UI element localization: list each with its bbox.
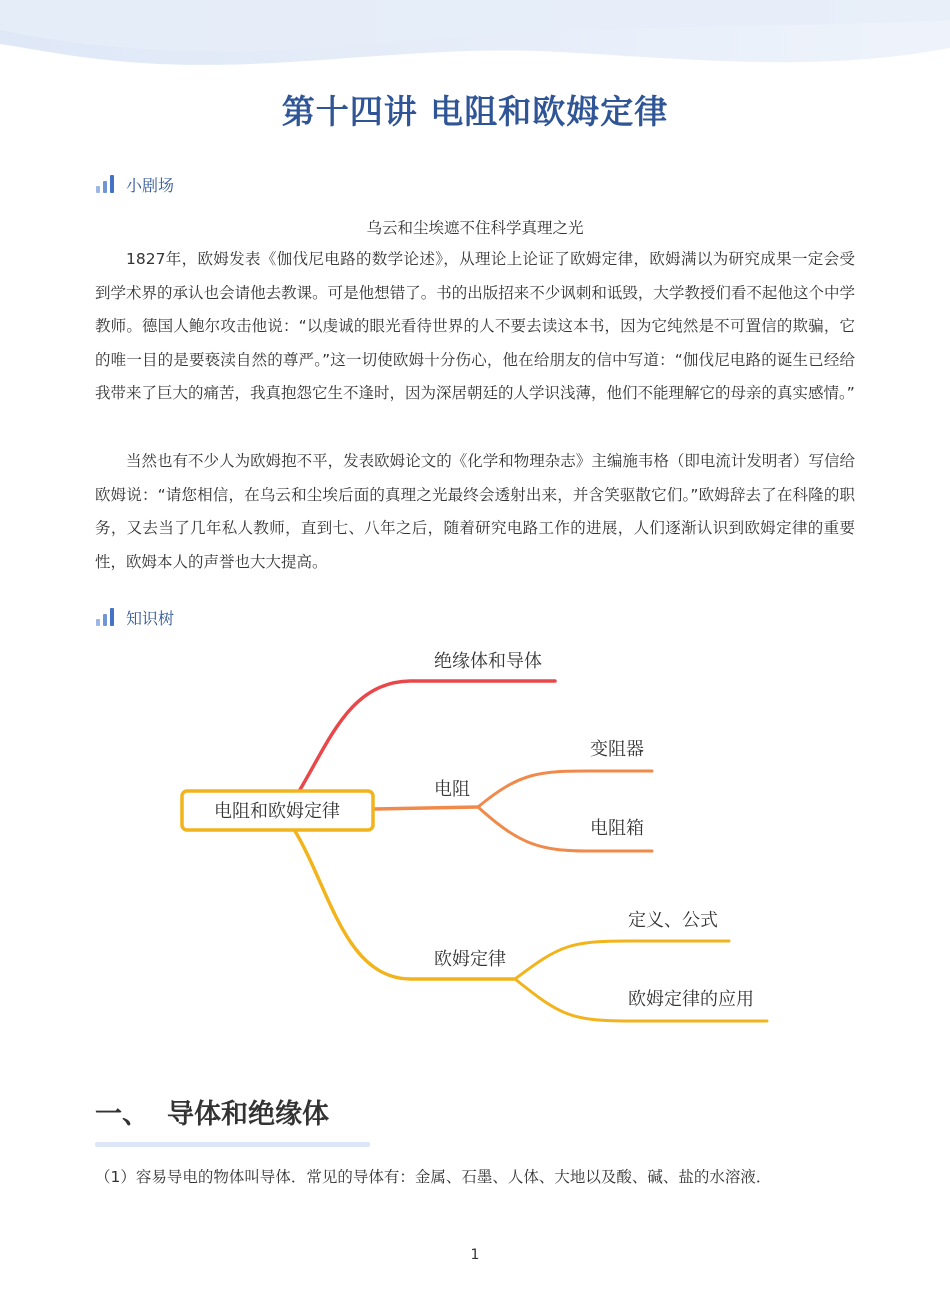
chapter-item: （1）容易导电的物体叫导体．常见的导体有：金属、石墨、人体、大地以及酸、碱、盐的水溶液． — [95, 1168, 772, 1186]
chapter-underline — [95, 1142, 370, 1147]
bar-chart-icon — [96, 608, 114, 626]
story-paragraph: 1827年，欧姆发表《伽伐尼电路的数学论述》，从理论上论证了欧姆定律，欧姆满以为研究成果一定会受到学术界的承认也会请他去教课。可是他想错了。书的出版招来不少讽刺和诋毁，大学教授们看不起他这个中学教师。德国人鲍尔攻击他说：“以虔诚的眼光看待世界的人不要去读这本书，因为它纯然是不可置信的欺骗，它的唯一目的是要亵渎自然的尊严。”这一切使欧姆十分伤心，他在给朋友的信中写道：“伽伐尼电路的诞生已经给我带来了巨大的痛苦，我真抱怨它生不逢时，因为深居朝廷的人学识浅薄，他们不能理解它的母亲的真实感情。” — [95, 250, 855, 403]
knowledge-mindmap — [0, 630, 950, 1050]
story-title: 乌云和尘埃遮不住科学真理之光 — [366, 219, 584, 237]
page-number: 1 — [470, 1247, 480, 1263]
mindmap-leaf-label: 变阻器 — [590, 739, 644, 760]
section-heading-knowledge-tree — [96, 604, 174, 630]
mindmap-root-label: 电阻和欧姆定律 — [214, 801, 340, 822]
document-title: 第十四讲 电阻和欧姆定律 — [281, 92, 669, 131]
header-wave-decoration — [0, 0, 950, 75]
mindmap-branch-label: 电阻 — [434, 779, 470, 800]
section-label: 小剧场 — [126, 175, 175, 195]
chapter-heading — [95, 1092, 329, 1131]
mindmap-leaf-label: 定义、公式 — [628, 910, 718, 931]
mindmap-connector — [515, 941, 729, 979]
mindmap-branch-label: 欧姆定律 — [434, 949, 506, 970]
mindmap-connector — [373, 807, 478, 809]
chapter-number: 一、 — [95, 1099, 149, 1130]
mindmap-connector — [298, 681, 555, 793]
bar-chart-icon — [96, 175, 114, 193]
story-paragraph: 当然也有不少人为欧姆抱不平，发表欧姆论文的《化学和物理杂志》主编施韦格（即电流计发明者）写信给欧姆说：“请您相信，在乌云和尘埃后面的真理之光最终会透射出来，并含笑驱散它们。”欧姆辞去了在科隆的职务，又去当了几年私人教师，直到七、八年之后，随着研究电路工作的进展，人们逐渐认识到欧姆定律的重要性，欧姆本人的声誉也大大提高。 — [95, 452, 855, 571]
mindmap-leaf-label: 欧姆定律的应用 — [628, 989, 754, 1010]
chapter-title: 导体和绝缘体 — [167, 1099, 329, 1130]
mindmap-leaf-label: 电阻箱 — [590, 818, 644, 839]
mindmap-branch-label: 绝缘体和导体 — [434, 651, 542, 672]
section-heading-small-theater — [96, 171, 174, 197]
section-label: 知识树 — [126, 608, 175, 628]
mindmap-connector — [478, 771, 652, 807]
